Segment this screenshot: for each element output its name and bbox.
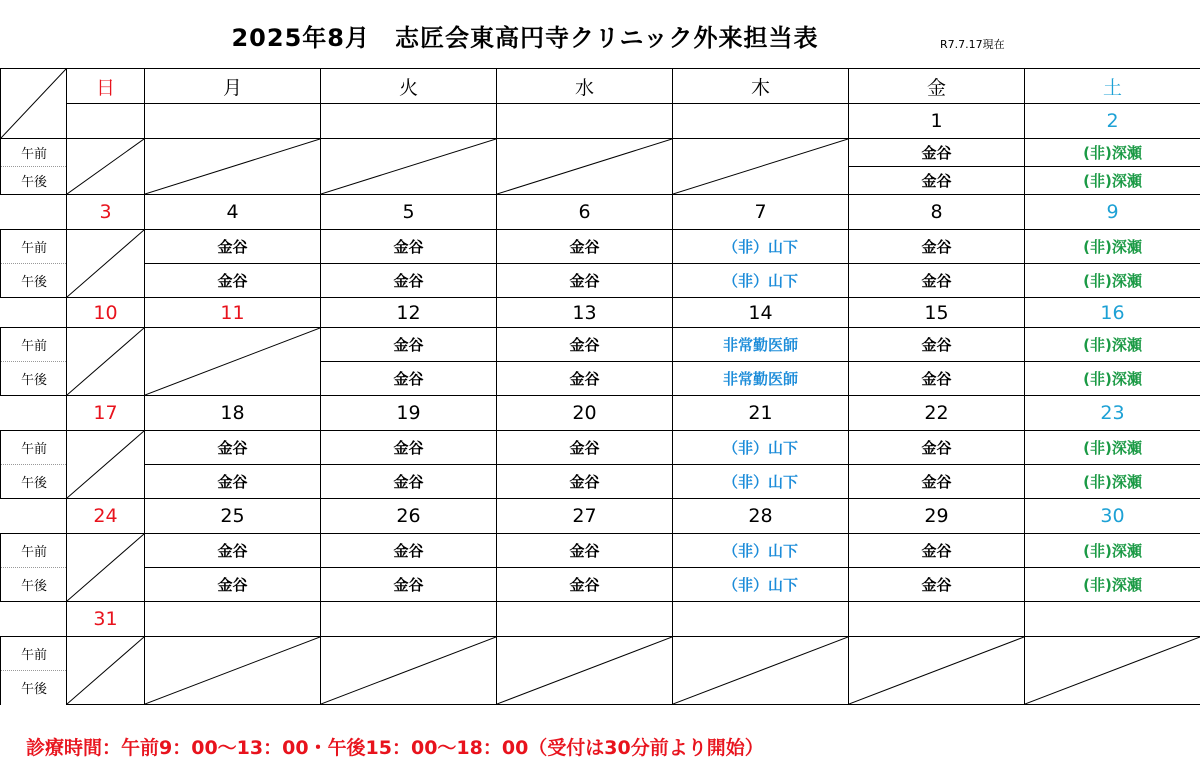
doctor-am: 金谷: [497, 431, 673, 465]
closed-cell: [1025, 637, 1200, 705]
closed-cell: [67, 139, 145, 195]
doctor-pm: 金谷: [849, 465, 1025, 499]
weekday-header: 火: [321, 69, 497, 104]
weekday-header: 金: [849, 69, 1025, 104]
blank-label-cell: [1, 396, 67, 431]
diagonal-slash: [145, 328, 320, 395]
doctor-pm: 金谷: [497, 264, 673, 298]
closed-cell: [497, 637, 673, 705]
day-number: 11: [145, 298, 321, 328]
day-number: 27: [497, 499, 673, 534]
closed-cell: [145, 328, 321, 396]
diagonal-slash: [849, 637, 1024, 704]
closed-cell: [497, 139, 673, 195]
doctor-pm: 金谷: [321, 264, 497, 298]
pm-label: 午後: [1, 264, 67, 298]
day-number: 14: [673, 298, 849, 328]
doctor-am: 金谷: [321, 328, 497, 362]
day-number: 3: [67, 195, 145, 230]
day-number: 29: [849, 499, 1025, 534]
page-title: 2025年8月 志匠会東高円寺クリニック外来担当表: [231, 24, 819, 52]
blank-label-cell: [1, 499, 67, 534]
doctor-pm: 金谷: [497, 568, 673, 602]
pm-label: 午後: [1, 167, 67, 195]
day-number: 19: [321, 396, 497, 431]
doctor-am: 金谷: [497, 328, 673, 362]
day-number: 8: [849, 195, 1025, 230]
day-number: 30: [1025, 499, 1200, 534]
day-number: 9: [1025, 195, 1200, 230]
blank-label-cell: [1, 195, 67, 230]
day-number: [673, 104, 849, 139]
diagonal-slash: [673, 637, 848, 704]
diagonal-slash: [673, 139, 848, 194]
closed-cell: [67, 534, 145, 602]
doctor-pm: （非）山下: [673, 465, 849, 499]
day-number: 26: [321, 499, 497, 534]
day-number: 18: [145, 396, 321, 431]
doctor-am: 金谷: [849, 431, 1025, 465]
day-number: 25: [145, 499, 321, 534]
doctor-am: (非)深瀬: [1025, 230, 1200, 264]
diagonal-slash: [497, 637, 672, 704]
diagonal-slash: [1025, 637, 1200, 704]
day-number: [497, 104, 673, 139]
doctor-pm: 金谷: [145, 264, 321, 298]
doctor-am: 金谷: [321, 431, 497, 465]
day-number: 10: [67, 298, 145, 328]
doctor-am: 非常勤医師: [673, 328, 849, 362]
diagonal-slash: [67, 230, 144, 297]
doctor-am: 金谷: [145, 230, 321, 264]
doctor-pm: 金谷: [849, 167, 1025, 195]
am-label: 午前: [1, 139, 67, 167]
doctor-am: (非)深瀬: [1025, 431, 1200, 465]
diagonal-slash: [321, 139, 496, 194]
doctor-am: 金谷: [321, 534, 497, 568]
doctor-am: （非）山下: [673, 230, 849, 264]
doctor-am: 金谷: [321, 230, 497, 264]
diagonal-slash: [145, 139, 320, 194]
weekday-header: 木: [673, 69, 849, 104]
day-number: [67, 104, 145, 139]
weekday-header: 水: [497, 69, 673, 104]
day-number: [1025, 602, 1200, 637]
day-number: 15: [849, 298, 1025, 328]
doctor-pm: 金谷: [497, 465, 673, 499]
am-label: 午前: [1, 637, 67, 671]
diagonal-slash: [67, 637, 144, 704]
blank-label-cell: [1, 602, 67, 637]
day-number: 17: [67, 396, 145, 431]
doctor-pm: 金谷: [849, 568, 1025, 602]
closed-cell: [321, 139, 497, 195]
pm-label: 午後: [1, 362, 67, 396]
diagonal-slash: [67, 534, 144, 601]
weekday-header: 日: [67, 69, 145, 104]
doctor-pm: 金谷: [321, 362, 497, 396]
am-label: 午前: [1, 230, 67, 264]
am-label: 午前: [1, 534, 67, 568]
doctor-pm: 金谷: [145, 568, 321, 602]
diagonal-slash: [321, 637, 496, 704]
diagonal-slash: [1, 69, 66, 138]
closed-cell: [849, 637, 1025, 705]
doctor-pm: （非）山下: [673, 264, 849, 298]
day-number: 13: [497, 298, 673, 328]
day-number: 20: [497, 396, 673, 431]
closed-cell: [145, 139, 321, 195]
doctor-pm: (非)深瀬: [1025, 568, 1200, 602]
doctor-am: 金谷: [145, 431, 321, 465]
diagonal-slash: [145, 637, 320, 704]
doctor-pm: 金谷: [145, 465, 321, 499]
day-number: [849, 602, 1025, 637]
pm-label: 午後: [1, 465, 67, 499]
doctor-pm: (非)深瀬: [1025, 465, 1200, 499]
day-number: 28: [673, 499, 849, 534]
schedule-table: [0, 68, 1200, 705]
closed-cell: [67, 431, 145, 499]
day-number: [321, 602, 497, 637]
doctor-pm: 金谷: [321, 568, 497, 602]
doctor-pm: (非)深瀬: [1025, 167, 1200, 195]
weekday-header: 月: [145, 69, 321, 104]
closed-cell: [145, 637, 321, 705]
corner-cell: [1, 69, 67, 139]
doctor-am: （非）山下: [673, 534, 849, 568]
closed-cell: [67, 637, 145, 705]
weekday-header: 土: [1025, 69, 1200, 104]
doctor-pm: 金谷: [321, 465, 497, 499]
doctor-am: 金谷: [145, 534, 321, 568]
day-number: 2: [1025, 104, 1200, 139]
doctor-am: (非)深瀬: [1025, 139, 1200, 167]
diagonal-slash: [67, 431, 144, 498]
closed-cell: [67, 328, 145, 396]
doctor-pm: 金谷: [497, 362, 673, 396]
closed-cell: [67, 230, 145, 298]
doctor-pm: 非常勤医師: [673, 362, 849, 396]
pm-label: 午後: [1, 671, 67, 705]
closed-cell: [673, 637, 849, 705]
doctor-pm: 金谷: [849, 264, 1025, 298]
diagonal-slash: [67, 139, 144, 194]
day-number: 7: [673, 195, 849, 230]
as-of-date: R7.7.17現在: [940, 38, 1005, 51]
closed-cell: [673, 139, 849, 195]
pm-label: 午後: [1, 568, 67, 602]
diagonal-slash: [67, 328, 144, 395]
doctor-pm: （非）山下: [673, 568, 849, 602]
doctor-am: 金谷: [849, 534, 1025, 568]
am-label: 午前: [1, 431, 67, 465]
day-number: 31: [67, 602, 145, 637]
day-number: 16: [1025, 298, 1200, 328]
blank-label-cell: [1, 298, 67, 328]
doctor-am: 金谷: [849, 230, 1025, 264]
day-number: [497, 602, 673, 637]
consultation-hours: 診療時間：午前9：00～13：00・午後15：00～18：00（受付は30分前より開始）: [26, 737, 764, 759]
day-number: 24: [67, 499, 145, 534]
day-number: 4: [145, 195, 321, 230]
day-number: 21: [673, 396, 849, 431]
doctor-am: (非)深瀬: [1025, 534, 1200, 568]
doctor-am: （非）山下: [673, 431, 849, 465]
day-number: 6: [497, 195, 673, 230]
day-number: 12: [321, 298, 497, 328]
day-number: [145, 104, 321, 139]
day-number: 22: [849, 396, 1025, 431]
closed-cell: [321, 637, 497, 705]
doctor-am: 金谷: [849, 328, 1025, 362]
day-number: [673, 602, 849, 637]
doctor-am: 金谷: [497, 230, 673, 264]
doctor-pm: (非)深瀬: [1025, 362, 1200, 396]
day-number: 23: [1025, 396, 1200, 431]
am-label: 午前: [1, 328, 67, 362]
day-number: 5: [321, 195, 497, 230]
doctor-am: 金谷: [849, 139, 1025, 167]
doctor-pm: 金谷: [849, 362, 1025, 396]
day-number: 1: [849, 104, 1025, 139]
day-number: [145, 602, 321, 637]
doctor-am: (非)深瀬: [1025, 328, 1200, 362]
doctor-pm: (非)深瀬: [1025, 264, 1200, 298]
day-number: [321, 104, 497, 139]
diagonal-slash: [497, 139, 672, 194]
doctor-am: 金谷: [497, 534, 673, 568]
